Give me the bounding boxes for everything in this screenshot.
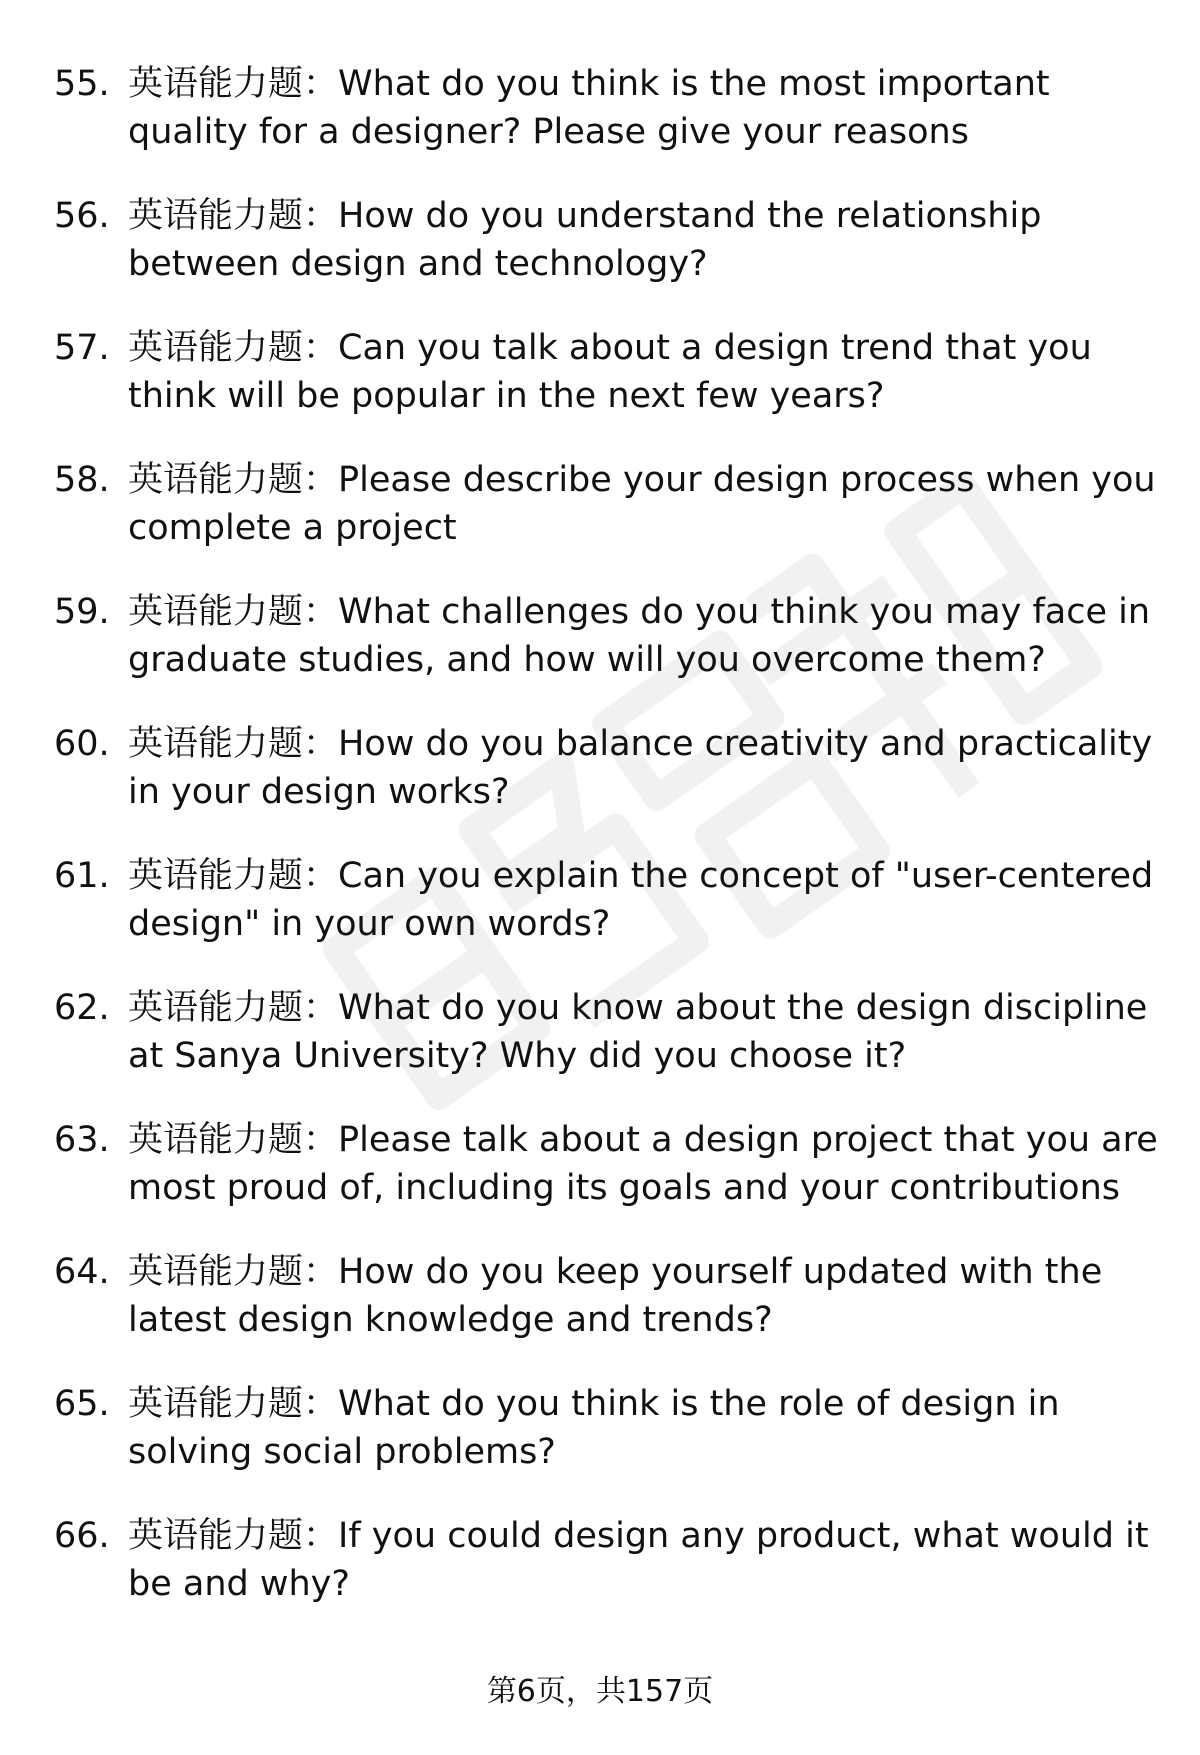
question-category: 英语能力题：	[128, 460, 339, 500]
question-category: 英语能力题：	[128, 1252, 339, 1292]
question-body: Please describe your design process when you complete a project	[128, 460, 1156, 548]
question-text	[128, 60, 1168, 156]
question-body: How do you balance creativity and practicality in your design works?	[128, 724, 1153, 812]
question-text	[128, 588, 1168, 684]
question-item	[0, 1380, 1200, 1490]
question-number: 60.	[54, 724, 110, 764]
question-item	[0, 1116, 1200, 1226]
question-number: 57.	[54, 328, 110, 368]
question-category: 英语能力题：	[128, 196, 339, 236]
question-category: 英语能力题：	[128, 1516, 339, 1556]
question-number: 55.	[54, 64, 110, 104]
question-number: 63.	[54, 1120, 110, 1160]
question-text	[128, 1380, 1168, 1476]
question-body: What do you think is the role of design in solving social problems?	[128, 1384, 1060, 1472]
question-category: 英语能力题：	[128, 1384, 339, 1424]
question-item	[0, 1248, 1200, 1358]
question-number: 66.	[54, 1516, 110, 1556]
question-item	[0, 1512, 1200, 1622]
question-item	[0, 588, 1200, 698]
question-body: If you could design any product, what would it be and why?	[128, 1516, 1149, 1604]
question-number: 59.	[54, 592, 110, 632]
question-text	[128, 192, 1168, 288]
page-footer: 第6页，共157页	[486, 1674, 714, 1709]
question-number: 65.	[54, 1384, 110, 1424]
question-item	[0, 984, 1200, 1094]
question-text	[128, 1116, 1168, 1212]
question-body: How do you keep yourself updated with the latest design knowledge and trends?	[128, 1252, 1103, 1340]
question-category: 英语能力题：	[128, 328, 339, 368]
question-category: 英语能力题：	[128, 724, 339, 764]
question-text	[128, 720, 1168, 816]
question-body: What do you think is the most important quality for a designer? Please give your reasons	[128, 64, 1050, 152]
question-number: 56.	[54, 196, 110, 236]
question-body: How do you understand the relationship between design and technology?	[128, 196, 1042, 284]
question-item	[0, 456, 1200, 566]
question-body: Can you talk about a design trend that you think will be popular in the next few years?	[128, 328, 1092, 416]
question-category: 英语能力题：	[128, 64, 339, 104]
question-body: What do you know about the design discipline at Sanya University? Why did you choose it?	[128, 988, 1148, 1076]
question-text	[128, 324, 1168, 420]
question-body: Please talk about a design project that you are most proud of, including its goals and your contributions	[128, 1120, 1158, 1208]
question-number: 58.	[54, 460, 110, 500]
question-text	[128, 984, 1168, 1080]
question-number: 61.	[54, 856, 110, 896]
question-body: What challenges do you think you may face in graduate studies, and how will you overcome them?	[128, 592, 1151, 680]
question-number: 62.	[54, 988, 110, 1028]
question-item	[0, 324, 1200, 434]
question-item	[0, 720, 1200, 830]
question-category: 英语能力题：	[128, 988, 339, 1028]
question-text	[128, 852, 1168, 948]
question-text	[128, 1512, 1168, 1608]
question-category: 英语能力题：	[128, 1120, 339, 1160]
question-item	[0, 60, 1200, 170]
question-category: 英语能力题：	[128, 856, 339, 896]
question-number: 64.	[54, 1252, 110, 1292]
question-category: 英语能力题：	[128, 592, 339, 632]
question-text	[128, 456, 1168, 552]
question-item	[0, 852, 1200, 962]
question-body: Can you explain the concept of "user-centered design" in your own words?	[128, 856, 1154, 944]
question-text	[128, 1248, 1168, 1344]
question-item	[0, 192, 1200, 302]
